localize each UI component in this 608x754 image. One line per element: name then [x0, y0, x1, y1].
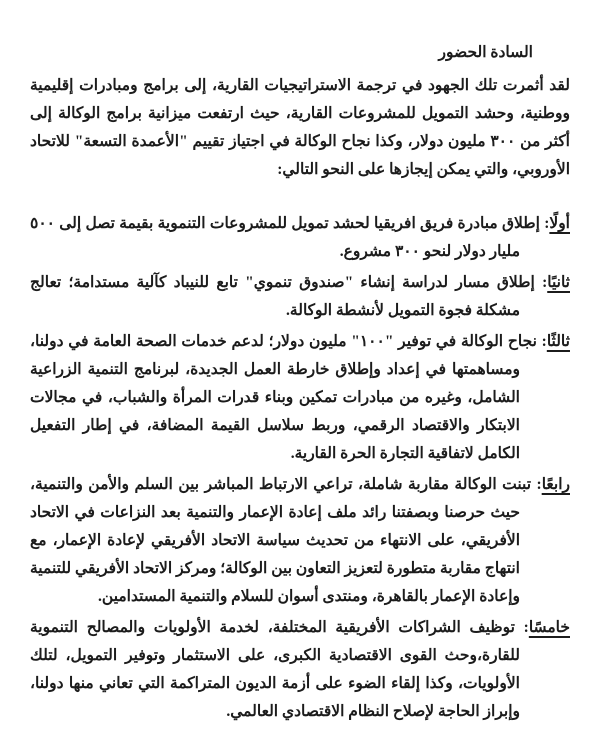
- item-separator: :: [542, 274, 548, 291]
- item-label: ثانيًا: [547, 274, 570, 291]
- item-label: رابعًا: [541, 476, 570, 493]
- document-heading: السادة الحضور: [438, 44, 533, 61]
- item-separator: :: [536, 476, 542, 493]
- item-text: تبنت الوكالة مقاربة شاملة، تراعي الارتباط المباشر بين السلم والأمن والتنمية، حيث حرصنا وبصفتنا رائد ملف إعادة الإعمار والتنمية بعد النزاعات في الاتحاد الأفريقي، على الانتهاء من تحديث سياسة الاتحاد الأفريقي لإعادة الإعمار، مع انتهاج مقاربة متطورة لتعزيز التعاون بين الوكالة؛ ومركز الاتحاد الأفريقي للتنمية وإعادة الإعمار بالقاهرة، ومنتدى أسوان للسلام والتنمية المستدامين.: [30, 476, 537, 605]
- item-label: ثالثًا: [546, 333, 570, 350]
- list-item-third: [30, 328, 570, 468]
- item-text: نجاح الوكالة في توفير "١٠٠" مليون دولار؛ لدعم خدمات الصحة العامة في دولنا، ومساهمتها في إعداد وإطلاق خارطة العمل الجديدة، لبرنامج التنمية الزراعية الشامل، وغيره من مبادرات تمكين وبناء قدرات المرأة والشباب، في مجالات الابتكار والاقتصاد الرقمي، وربط سلاسل القيمة المضافة، في إطار التفعيل الكامل لاتفاقية التجارة الحرة القارية.: [30, 333, 542, 462]
- numbered-items-list: [30, 210, 570, 726]
- item-separator: :: [541, 333, 547, 350]
- item-text: إطلاق مسار لدراسة إنشاء "صندوق تنموي" تابع للنيباد كآلية مستدامة؛ تعالج مشكلة فجوة التمويل لأنشطة الوكالة.: [30, 274, 543, 319]
- list-item-first: [30, 210, 570, 266]
- item-text: إطلاق مبادرة فريق افريقيا لحشد تمويل للمشروعات التنموية بقيمة تصل إلى ٥٠٠ مليار دولار لنحو ٣٠٠ مشروع.: [30, 215, 545, 260]
- item-label: أولًا: [549, 215, 570, 232]
- item-text: توظيف الشراكات الأفريقية المختلفة، لخدمة الأولويات والمصالح التنموية للقارة،وحث القوى الاقتصادية الكبرى، على الاستثمار وتوفير التمويل، لتلك الأولويات، وكذا إلقاء الضوء على أزمة الديون المتراكمة التي تعاني منها دولنا، وإبراز الحاجة لإصلاح النظام الاقتصادي العالمي.: [30, 619, 524, 720]
- list-item-fourth: [30, 471, 570, 611]
- list-item-fifth: [30, 614, 570, 726]
- intro-paragraph: لقد أثمرت تلك الجهود في ترجمة الاستراتيجيات القارية، إلى برامج ومبادرات إقليمية ووطنية، وحشد التمويل للمشروعات القارية، حيث ارتفعت ميزانية برامج الوكالة إلى أكثر من ٣٠٠ مليون دولار، وكذا نجاح الوكالة في اجتياز تقييم "الأعمدة التسعة" للاتحاد الأوروبي، والتي يمكن إيجازها على النحو التالي:: [30, 77, 570, 178]
- item-separator: :: [544, 215, 550, 232]
- list-item-second: [30, 269, 570, 325]
- item-label: خامسًا: [528, 619, 570, 636]
- item-separator: :: [523, 619, 529, 636]
